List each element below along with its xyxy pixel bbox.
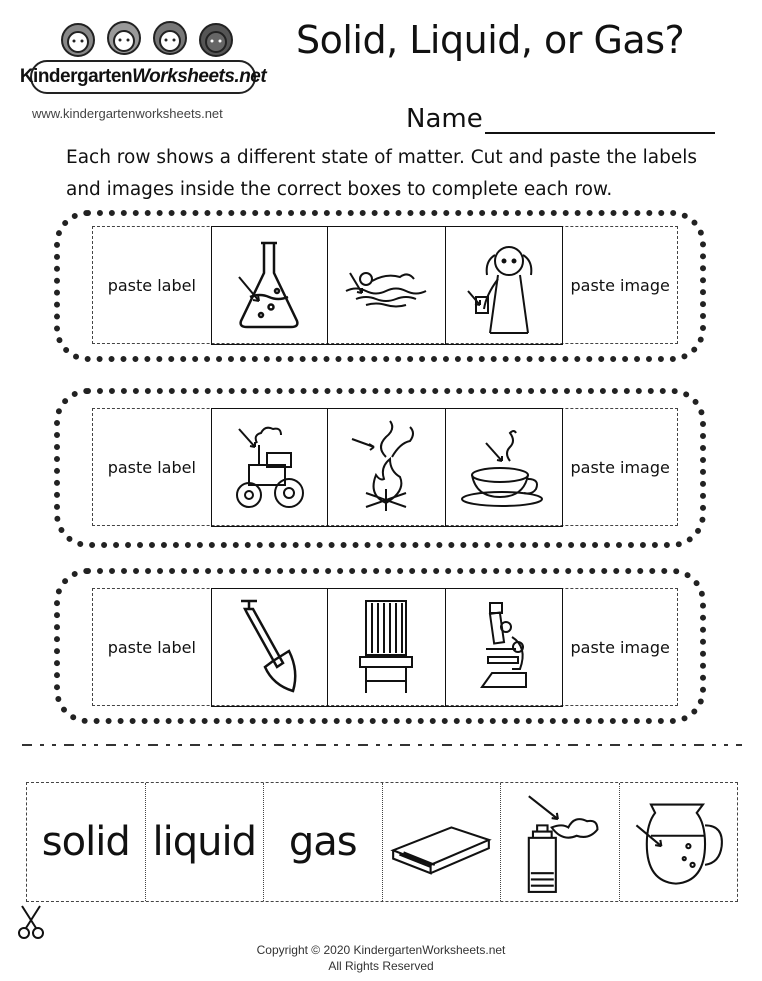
girl-drinking-icon [454,235,554,335]
paste-image-box: paste image [570,275,670,295]
steaming-cup-icon [454,417,554,517]
logo-text-worksheets: Worksheets.net [132,66,267,87]
row-2-boxes [92,408,678,526]
instructions-line-2: and images inside the correct boxes to complete each row. [66,179,613,200]
chair-icon [336,597,436,697]
microscope-image-box [446,588,564,707]
flask-icon [219,235,319,335]
paste-image-box: paste image [570,637,670,657]
copyright-text: Copyright © 2020 KindergartenWorksheets.net [256,943,506,957]
logo-wordmark [19,60,267,94]
tractor-smoke-icon [219,417,319,517]
shovel-icon [219,597,319,697]
site-url: www.kindergartenworksheets.net [32,106,223,121]
cup-image-box [446,408,564,527]
matter-row-2 [54,388,706,548]
cutout-book [383,783,502,901]
paste-label-box: paste label [107,637,196,657]
name-field [406,104,715,134]
tractor-image-box [211,408,329,527]
cutout-spray-can [501,783,620,901]
girl-drinking-image-box [446,226,564,345]
footer [0,942,762,974]
instructions-line-1: Each row shows a different state of matter. Cut and paste the labels [66,147,698,168]
rights-text: All Rights Reserved [328,959,434,973]
flask-image-box [211,226,329,345]
matter-row-3 [54,568,706,724]
scissors-icon [14,904,48,940]
chair-image-box [328,588,446,707]
matter-row-1 [54,210,706,362]
cut-guide-line [22,742,742,748]
cutout-word-gas [264,783,383,901]
cutout-word-solid [27,783,146,901]
campfire-image-box [328,408,446,527]
cutout-strip [26,782,738,902]
shovel-image-box [211,588,329,707]
paste-label-box: paste label [107,275,196,295]
name-blank-line [485,108,715,134]
kids-faces-icon [46,14,246,62]
paste-label-box: paste label [107,457,196,477]
spray-can-icon [508,790,612,894]
cutout-word-text: gas [288,819,357,865]
juice-pitcher-icon [626,790,730,894]
paste-image-box: paste image [570,457,670,477]
site-logo [19,14,267,96]
campfire-smoke-icon [336,417,436,517]
instructions [66,142,736,206]
row-1-boxes [92,226,678,344]
cutout-word-liquid [146,783,265,901]
page-title: Solid, Liquid, or Gas? [296,18,685,62]
swimmer-image-box [328,226,446,345]
swimmer-icon [336,235,436,335]
name-label: Name [406,104,483,134]
cutout-juice-pitcher [620,783,738,901]
book-icon [389,790,493,894]
logo-text-kindergarten: Kindergarten [19,66,133,87]
row-3-boxes [92,588,678,706]
microscope-icon [454,597,554,697]
cutout-word-text: liquid [152,819,256,865]
cutout-word-text: solid [41,819,130,865]
